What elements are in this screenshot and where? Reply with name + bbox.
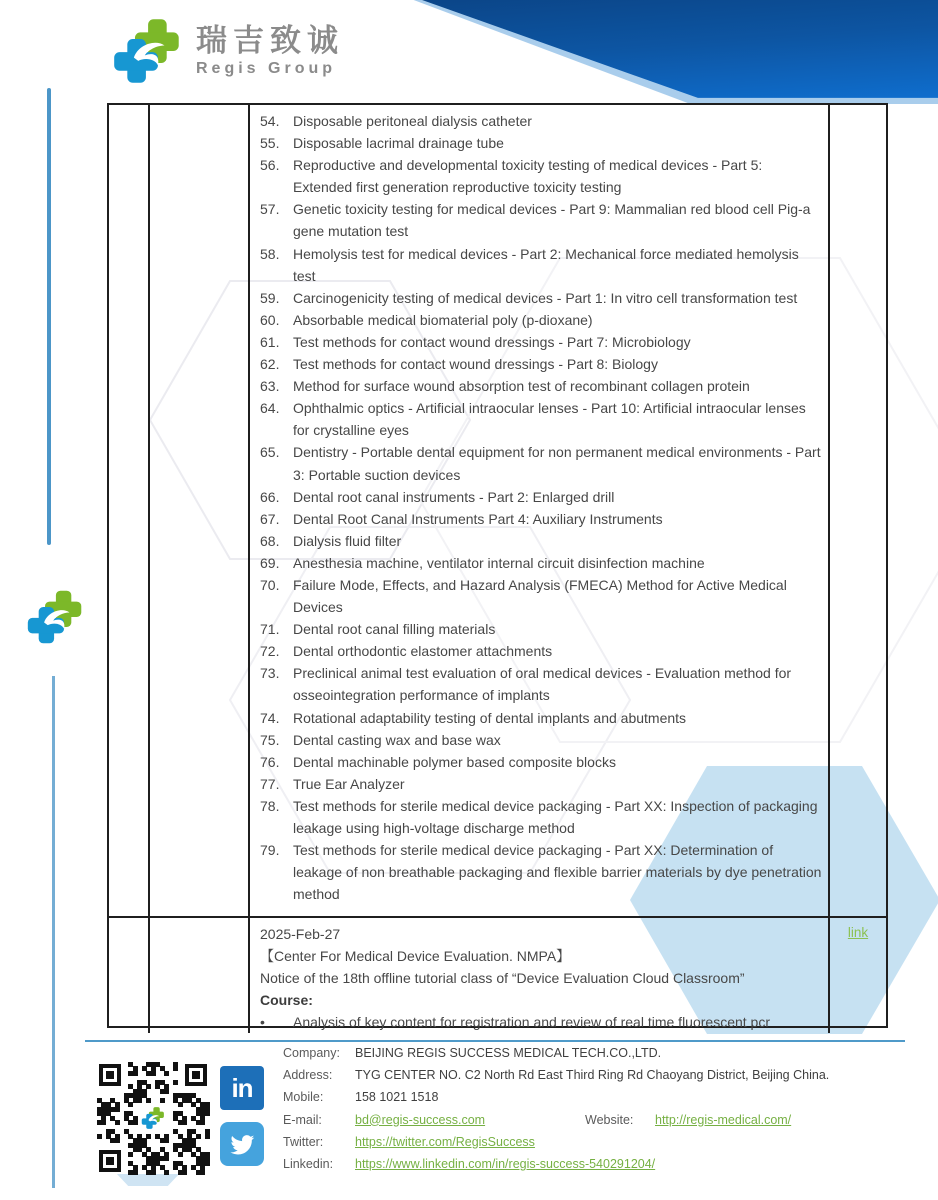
table-row-standards-list [109,105,886,916]
list-item-text: Dialysis fluid filter [293,532,402,549]
qr-module [164,1071,169,1076]
footer-contact-block [283,1046,903,1179]
list-item-text: Disposable peritoneal dialysis catheter [293,113,532,129]
list-item-text: Method for surface wound absorption test of recombinant collagen protein [293,378,750,395]
list-item-number: 75. [260,731,280,748]
list-item-text: Dental orthodontic elastomer attachments [293,643,553,660]
list-item-text: Dental root canal instruments - Part 2: Enlarged drill [293,488,615,505]
qr-module [164,1089,169,1094]
list-item-text: Absorbable medical biomaterial poly (p-dioxane) [293,311,593,328]
list-item-number: 56. [260,157,280,174]
footer-row-address [283,1068,903,1090]
twitter-bird-icon [228,1130,256,1158]
list-item-number: 78. [260,797,280,814]
company-logo [112,16,344,86]
list-item [260,574,822,618]
list-item [260,353,822,375]
list-item [260,287,822,309]
qr-module [205,1161,210,1166]
linkedin-label: Linkedin: [283,1156,334,1171]
news-source: 【Center For Medical Device Evaluation. NMPA】 [260,948,571,965]
list-item [260,662,822,706]
qr-module [133,1071,138,1076]
qr-module [146,1084,151,1089]
list-item-text: Reproductive and developmental toxicity testing of medical devices - Part 5: Extended first generation reproductive toxicity testing [293,157,763,196]
news-title: Notice of the 18th offline tutorial class of “Device Evaluation Cloud Classroom” [260,970,745,987]
list-item-number: 67. [260,510,280,527]
qr-module [164,1170,169,1175]
empty-cell-col2 [150,105,250,916]
list-item [260,110,822,132]
list-item [260,618,822,640]
qr-module [101,1120,106,1125]
address-value: TYG CENTER NO. C2 North Rd East Third Ring Rd Chaoyang District, Beijing China. [355,1068,830,1083]
link-column-cell-empty [830,105,886,916]
qr-module [128,1152,133,1157]
list-item [260,441,822,485]
list-item [260,397,822,441]
company-label: Company: [283,1046,340,1060]
list-item-number: 72. [260,643,280,660]
mobile-label: Mobile: [283,1090,324,1105]
regis-cross-logo-icon [112,16,182,86]
email-label: E-mail: [283,1112,322,1127]
qr-module [151,1071,156,1076]
list-item [260,773,822,795]
list-item-number: 79. [260,842,280,859]
company-value: BEIJING REGIS SUCCESS MEDICAL TECH.CO.,LTD. [355,1046,662,1060]
logo-name-chinese: 瑞吉致诚 [196,22,344,58]
regis-cross-logo-icon [26,588,84,646]
website-link[interactable]: http://regis-medical.com/ [655,1112,792,1127]
list-item-number: 66. [260,488,280,505]
list-item-number: 68. [260,532,280,549]
website-label: Website: [585,1112,634,1127]
qr-module [173,1066,178,1071]
left-accent-rule-bottom [52,676,55,1188]
list-item-text: Disposable lacrimal drainage tube [293,135,504,152]
twitter-icon[interactable] [220,1122,264,1166]
news-link[interactable]: link [847,925,869,940]
list-item [260,640,822,662]
qr-module [200,1120,205,1125]
list-item-text: Dental casting wax and base wax [293,731,501,748]
list-item-number: 69. [260,554,280,571]
list-item-text: True Ear Analyzer [293,775,405,792]
list-item-number: 55. [260,135,280,152]
qr-module [205,1111,210,1116]
regis-cross-logo-icon [141,1106,165,1130]
qr-module [164,1138,169,1143]
news-cell [250,918,830,1033]
list-item-text: Anesthesia machine, ventilator internal circuit disinfection machine [293,554,705,571]
empty-cell-col1 [109,105,150,916]
footer-row-email-website [283,1113,903,1135]
list-item [260,486,822,508]
footer-divider-rule [85,1040,905,1042]
qr-code[interactable] [97,1062,209,1174]
logo-name-english: Regis Group [196,59,337,77]
list-item-number: 70. [260,576,280,593]
list-item-text: Dental machinable polymer based composite blocks [293,753,616,770]
footer-row-twitter [283,1135,903,1157]
list-item-number: 73. [260,665,280,682]
qr-module [128,1102,133,1107]
list-item [260,309,822,331]
qr-finder-icon [185,1064,207,1086]
list-item [260,839,822,905]
list-item-number: 58. [260,245,280,262]
qr-module [115,1120,120,1125]
list-item-text: Dental root canal filling materials [293,621,496,638]
email-link[interactable]: bd@regis-success.com [355,1112,486,1127]
qr-module [182,1170,187,1175]
qr-module [97,1134,102,1139]
list-item-number: 76. [260,753,280,770]
list-item-text: Genetic toxicity testing for medical devices - Part 9: Mammalian red blood cell Pig-a gene mutation test [293,201,811,240]
qr-module [200,1170,205,1175]
list-item-text: Dental Root Canal Instruments Part 4: Auxiliary Instruments [293,510,663,527]
list-item [260,154,822,198]
table-row-news [109,916,886,1031]
qr-finder-icon [99,1064,121,1086]
list-item-number: 57. [260,201,280,218]
qr-module [115,1107,120,1112]
standards-list-cell [250,105,830,916]
empty-cell-col1 [109,918,150,1033]
qr-module [164,1156,169,1161]
news-date: 2025-Feb-27 [260,926,341,942]
linkedin-icon[interactable] [220,1066,264,1110]
list-item-number: 59. [260,289,280,306]
list-item [260,729,822,751]
linkedin-glyph: in [231,1072,253,1103]
list-item [260,552,822,574]
twitter-label: Twitter: [283,1134,324,1149]
qr-center-logo [138,1103,168,1133]
list-item [260,375,822,397]
list-item-text: Test methods for sterile medical device packaging - Part XX: Determination of leakage of non breathable packaging and flexible barrier materials by dye penetration method [293,842,822,903]
news-course-label: Course: [260,992,313,1009]
list-item-number: 63. [260,378,280,395]
qr-module [173,1080,178,1085]
footer-row-linkedin [283,1157,903,1179]
list-item-number: 74. [260,709,280,726]
list-item-text: Hemolysis test for medical devices - Part 2: Mechanical force mediated hemolysis test [293,245,799,284]
list-item-number: 61. [260,333,280,350]
bullet-glyph: • [260,1014,265,1031]
list-item-number: 62. [260,356,280,373]
mobile-value: 158 1021 1518 [355,1090,439,1105]
qr-module [182,1120,187,1125]
qr-module [146,1134,151,1139]
list-item-number: 64. [260,400,280,417]
footer-row-company [283,1046,903,1068]
list-item [260,331,822,353]
list-item [260,243,822,287]
list-item-number: 77. [260,775,280,792]
list-item-text: Test methods for sterile medical device packaging - Part XX: Inspection of packaging leakage using high-voltage discharge method [293,797,818,836]
standards-table [107,103,888,1031]
qr-module [178,1152,183,1157]
list-item [260,530,822,552]
list-item-number: 60. [260,311,280,328]
list-item-text: Failure Mode, Effects, and Hazard Analysis (FMECA) Method for Active Medical Devices [293,576,787,616]
news-bullet-text: Analysis of key content for registration and review of real time fluorescent pcr [293,1014,770,1031]
left-accent-rule-top [47,88,51,545]
list-item-text: Rotational adaptability testing of dental implants and abutments [293,709,687,726]
twitter-link[interactable]: https://twitter.com/RegisSuccess [355,1134,535,1149]
list-item-text: Test methods for contact wound dressings - Part 7: Microbiology [293,333,691,350]
news-bullet-item [260,1011,822,1033]
qr-module [196,1134,201,1139]
qr-module [133,1170,138,1175]
list-item [260,707,822,729]
empty-cell-col2 [150,918,250,1033]
list-item [260,795,822,839]
list-item-number: 54. [260,113,280,129]
list-item-text: Carcinogenicity testing of medical devices - Part 1: In vitro cell transformation test [293,289,798,306]
list-item-text: Dentistry - Portable dental equipment for non permanent medical environments - Part 3: Portable suction devices [293,444,821,483]
list-item [260,751,822,773]
list-item [260,508,822,530]
qr-module [205,1134,210,1139]
list-item-text: Preclinical animal test evaluation of oral medical devices - Evaluation method for osseointegration performance of implants [293,665,792,704]
linkedin-link[interactable]: https://www.linkedin.com/in/regis-success-540291204/ [355,1156,656,1171]
address-label: Address: [283,1068,333,1083]
list-item-number: 71. [260,621,280,638]
footer-row-mobile [283,1090,903,1112]
list-item-text: Test methods for contact wound dressings - Part 8: Biology [293,356,658,373]
list-item-number: 65. [260,444,280,461]
qr-module [151,1170,156,1175]
list-item [260,198,822,242]
list-item-text: Ophthalmic optics - Artificial intraocular lenses - Part 10: Artificial intraocular lenses for crystalline eyes [293,400,806,439]
news-link-cell [830,918,886,1033]
list-item [260,132,822,154]
qr-module [115,1138,120,1143]
qr-finder-icon [99,1150,121,1172]
qr-module [178,1102,183,1107]
